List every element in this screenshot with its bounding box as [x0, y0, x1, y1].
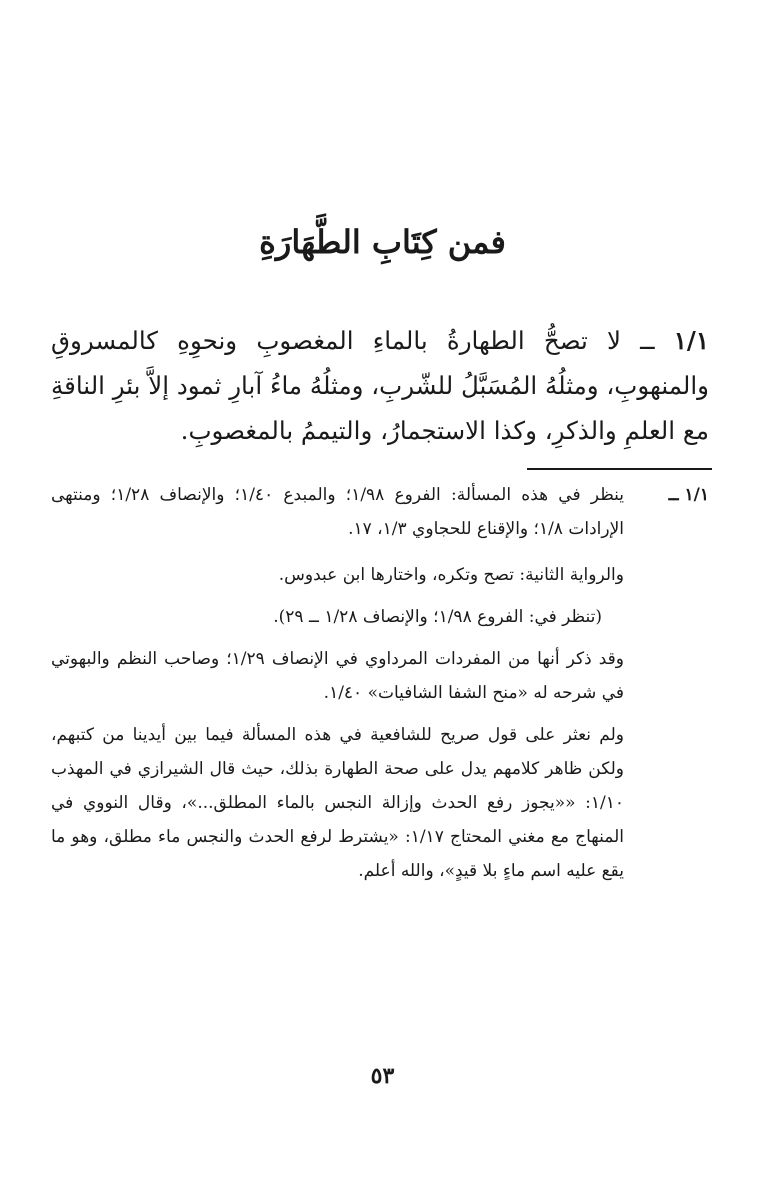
- page-number: ٥٣: [370, 1063, 395, 1089]
- footnote-paragraph: وقد ذكر أنها من المفردات المرداوي في الإنصاف ١/٢٩؛ وصاحب النظم والبهوتي في شرحه له «منح الشفا الشافيات» ١/٤٠.: [51, 649, 625, 703]
- footnote-body: [51, 478, 624, 896]
- footnote-label: ١/١ ــ: [668, 485, 709, 505]
- footnote-paragraph: ولم نعثر على قول صريح للشافعية في هذه المسألة فيما بين أيدينا من كتبهم، ولكن ظاهر كلامهم يدل على صحة الطهارة بذلك، حيث قال الشيرازي في المهذب ١/١٠: ««يجوز رفع الحدث وإزالة النجس بالماء المطلق...»، وقال النووي في المنهاج مع مغني المحتاج ١/١٧: «يشترط لرفع الحدث والنجس ماء مطلق، وهو ما يقع عليه اسم ماءٍ بلا قيدٍ»، والله أعلم.: [51, 725, 624, 881]
- footnote-paragraph: والرواية الثانية: تصح وتكره، واختارها ابن عبدوس.: [278, 565, 624, 585]
- main-paragraph: [51, 318, 709, 453]
- footnote-paragraph: (تنظر في: الفروع ١/٩٨؛ والإنصاف ١/٢٨ ــ ٢٩).: [273, 607, 602, 627]
- main-paragraph-text: ــ لا تصحُّ الطهارةُ بالماءِ المغصوبِ ونحوِهِ كالمسروقِ والمنهوبِ، ومثلُهُ المُسَبَّلُ للشّربِ، ومثلُهُ ماءُ آبارِ ثمود إلاَّ بئرِ الناقةِ مع العلمِ والذكرِ، وكذا الاستجمارُ، والتيممُ بالمغصوبِ.: [51, 326, 709, 445]
- issue-number: ١/١: [673, 326, 709, 355]
- footnote: [51, 478, 709, 896]
- footnotes: [51, 478, 709, 896]
- chapter-title: فمن كِتَابِ الطَّهَارَةِ: [259, 223, 506, 261]
- footnote-paragraph: ينظر في هذه المسألة: الفروع ١/٩٨؛ والمبدع ١/٤٠؛ والإنصاف ١/٢٨؛ ومنتهى الإرادات ١/٨؛ والإقناع للحجاوي ١/٣، ١٧.: [51, 485, 624, 539]
- footnote-divider: [527, 468, 712, 470]
